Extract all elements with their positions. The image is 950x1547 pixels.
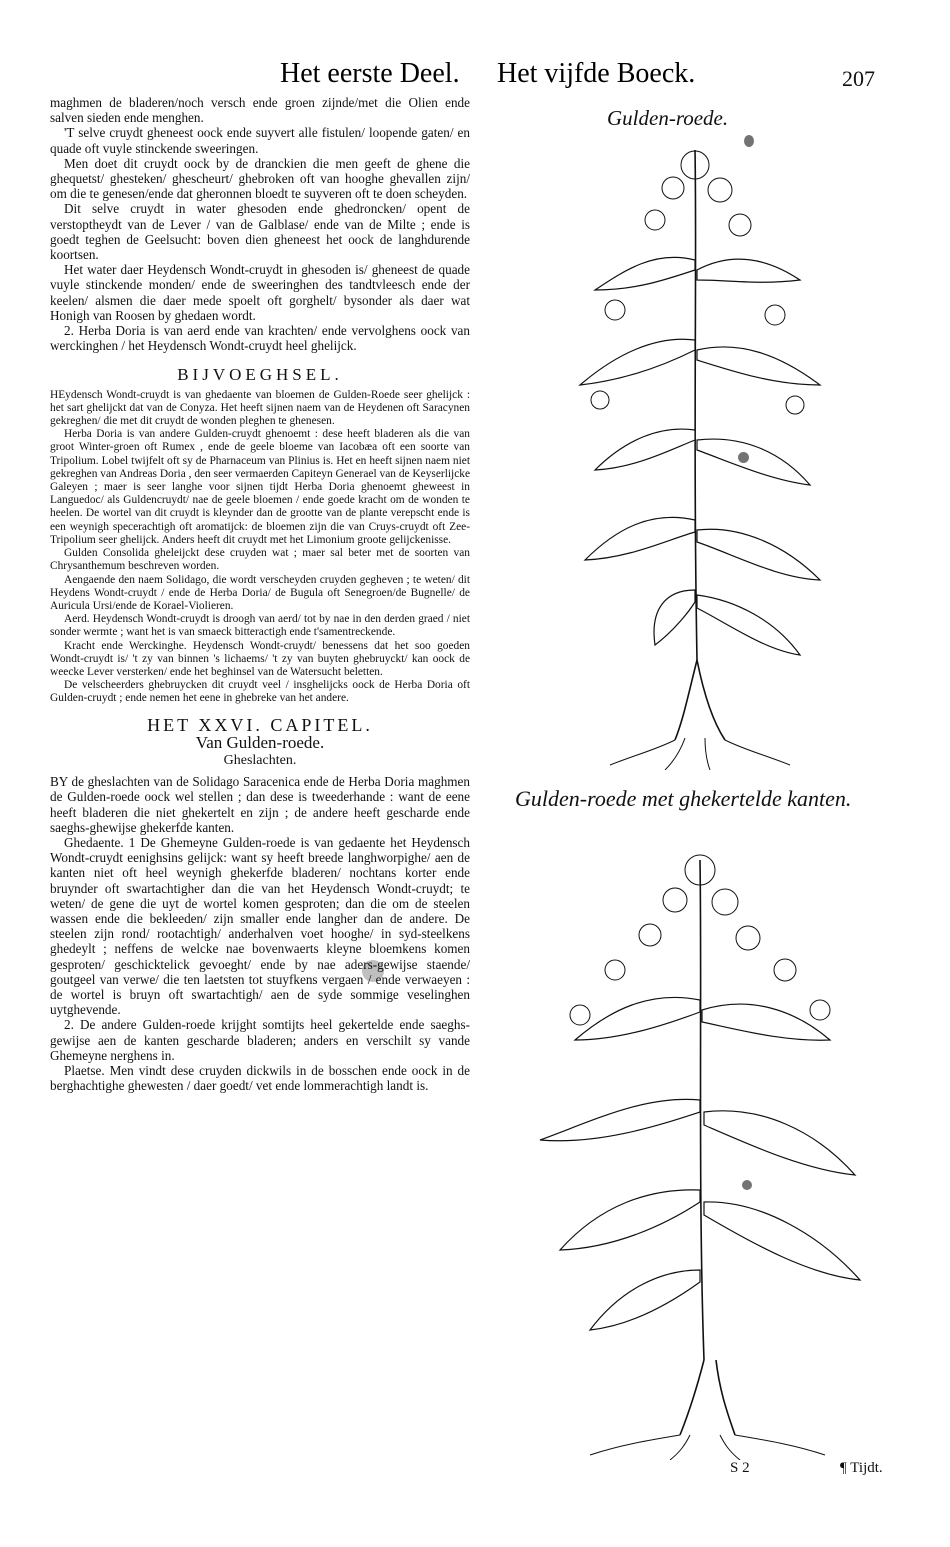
running-head-left: Het eerste Deel. <box>280 58 460 89</box>
paragraph: HEydensch Wondt-cruydt is van ghedaente van bloemen de Gulden-Roede seer ghelijck : het sart ghelijckt dat van de Conyza. Het heeft sijnen naem van de Heydenen oft Saracynen gekreghen/ die met dit cruydt de wonden pleghen te ghenesen. <box>50 388 470 428</box>
ink-blot <box>362 960 384 982</box>
figure-caption-2: Gulden-roede met ghekertelde kanten. <box>515 786 852 811</box>
paragraph: Ghedaente. 1 De Ghemeyne Gulden-roede is van gedaente het Heydensch Wondt-cruydt eenighsins gelijck: want sy heeft breede langhworpighe/ aen de kanten niet oft heel weynigh ghekerfde bladeren/ nochtans korter ende bruynder oft swartachtigher dan die van het Heydensch Wondt-cruydt; te weten/ de gene die uyt de wortel komen gesproten; dan die om de steelen wassen ende die bekleeden/ zijn smaller ende langher dan de andere. De steelen zijn rond/ rootachtigh/ anderhalven voet hooghe/ in syd-steelkens ghedeylt ; neffens de welcke nae bovenwaerts kleyne bloemkens komen gesproten/ geschicktelick gevoeght/ ende by nae aders-gewijse staende/ goutgeel van verwe/ die ten laetsten tot stuyfkens vergaen / ende verwaeyen : de wortel is bruyn oft swartachtigh/ aen de syde sommige veselinghen uytghevende. <box>50 834 470 1018</box>
paragraph: Herba Doria is van andere Gulden-cruydt ghenoemt : dese heeft bladeren als die van groot Winter-groen oft Rumex , ende de geele bloeme van Iacobæa oft een soorte van Tripolium. Lobel twijfelt oft sy de Pharnaceum van Plinius is. Het en heeft sijnen naem niet gekreghen van Andreas Doria , den seer vermaerden Capiteyn Generael van de Keyserlijcke Galeyen ; maer is seer langhe voor sijnen tijdt Herba Doria ghenoemt gheweest in Languedoc/ als Guldencruydt/ nae de geele bloemen / ende goede kracht om de wonden te heelen. De wortel van dit cruydt is kleynder dan de grootte van de plante verepscht ende is een weynigh specerachtigh oft aromatijck: de bloemen zijn die van Cruys-cruydt oft Zee-Tripolium seer ghelijck. Anders heeft dit cruydt met het Limonium groote gelijckenisse. <box>50 428 470 546</box>
paragraph: Gulden Consolida gheleijckt dese cruyden wat ; maer sal beter met de soorten van Chrysanthemum beschreven worden. <box>50 547 470 573</box>
signature-mark: S 2 <box>730 1460 750 1476</box>
running-head-right: Het vijfde Boeck. <box>497 58 696 89</box>
plant-leaves <box>580 257 820 655</box>
plant-roots <box>610 738 790 770</box>
chapter-subtitle: Gheslachten. <box>223 752 297 768</box>
paragraph: 2. De andere Gulden-roede krijght somtijts heel gekertelde ende saeghs-gewijse aen de kanten gescharde bladeren; anders en verschilt sy vande Ghemeyne nerghens in. <box>50 1017 470 1063</box>
page-number: 207 <box>842 66 875 91</box>
paragraph: De velscheerders ghebruycken dit cruydt veel / insghelijcks oock de Herba Doria oft Gulden-cruydt ; ende nemen het eene in ghebreke van het andere. <box>50 679 470 705</box>
paragraph: Dit selve cruydt in water ghesoden ende ghedroncken/ opent de verstoptheydt van de Lever / van de Galblase/ ende van de Milte ; ende is goedt teghen de Geelsucht: boven dien gheneest het oock de langhdurende koortsen. <box>50 201 470 263</box>
text-column <box>50 95 470 1093</box>
paragraph: Men doet dit cruydt oock by de dranckien die men geeft de ghene die ghequetst/ ghesteken/ ghescheurt/ ghebroken oft van hooghe ghevallen zijn/ om die te genesen/ende dat gheronnen bloedt te suyveren oft te doen scheyden. <box>50 155 470 202</box>
paragraph: Kracht ende Werckinghe. Heydensch Wondt-cruydt/ benessens dat het soo goeden Wondt-cruydt is/ 't zy van binnen 's lichaems/ 't zy van buyten ghebruyckt/ kan oock de weecke Lever versterken/ ende het beghinsel van de Watersucht beletten. <box>50 639 470 678</box>
figure-caption-1: Gulden-roede. <box>607 106 729 130</box>
plant-illustration-1 <box>555 140 845 770</box>
paragraph: maghmen de bladeren/noch versch ende groen zijnde/met die Olien ende salven sieden ende menghen. <box>50 95 470 126</box>
plant-roots <box>590 1435 825 1460</box>
plant-illustration-2 <box>520 840 875 1460</box>
paragraph: 'T selve cruydt gheneest oock ende suyvert alle fistulen/ loopende gaten/ en quade oft vuyle stinckende sweeringen. <box>50 125 470 156</box>
chapter-heading: HET XXVI. CAPITEL. <box>147 714 373 735</box>
catchword: ¶ Tijdt. <box>840 1460 883 1476</box>
plant-stem <box>680 860 735 1435</box>
paragraph: Aengaende den naem Solidago, die wordt verscheyden cruyden gegheven ; te weten/ dit Heydens Wondt-cruydt / ende de Herba Doria/ de Bugula oft Senegroen/de Bugnelle/ de Auricula Ursi/ende de Korael-Violieren. <box>50 573 470 612</box>
paragraph: Het water daer Heydensch Wondt-cruydt in ghesoden is/ gheneest de quade vuyle stinckende monden/ ende de sweeringhen des tandtvleesch ende der keelen/ alsmen die daer mede spoelt oft gorghelt/ bysonder als daer wat Honigh van Roosen by ghedaen wordt. <box>50 262 470 323</box>
ink-blot <box>738 452 749 463</box>
paragraph: Plaetse. Men vindt dese cruyden dickwils in de bosschen ende oock in de berghachtighe ghewesten / daer goedt/ vet ende lommerachtigh landt is. <box>50 1063 470 1094</box>
chapter-title: Van Gulden-roede. <box>195 732 325 752</box>
paragraph: 2. Herba Doria is van aerd ende van krachten/ ende vervolghens oock van werckinghen / het Heydensch Wondt-cruydt heel ghelijck. <box>50 323 470 354</box>
ink-blot <box>742 1180 752 1190</box>
paragraph: BY de gheslachten van de Solidago Saracenica ende de Herba Doria maghmen de Gulden-roede oock wel stellen ; dan dese is tweederhande : want de eene heeft bladeren die niet ghekertelt en zijn ; de andere heeft gescharde ende saeghs-ghewijse ghekerfde kanten. <box>50 774 470 835</box>
paragraph: Aerd. Heydensch Wondt-cruydt is droogh van aerd/ tot by nae in den derden graed / niet sonder wermte ; want het is van smaeck bitteractigh ende t'samentreckende. <box>50 613 470 639</box>
ink-blot <box>744 135 754 147</box>
section-heading-bijvoegsel: BIJVOEGHSEL. <box>177 365 343 385</box>
